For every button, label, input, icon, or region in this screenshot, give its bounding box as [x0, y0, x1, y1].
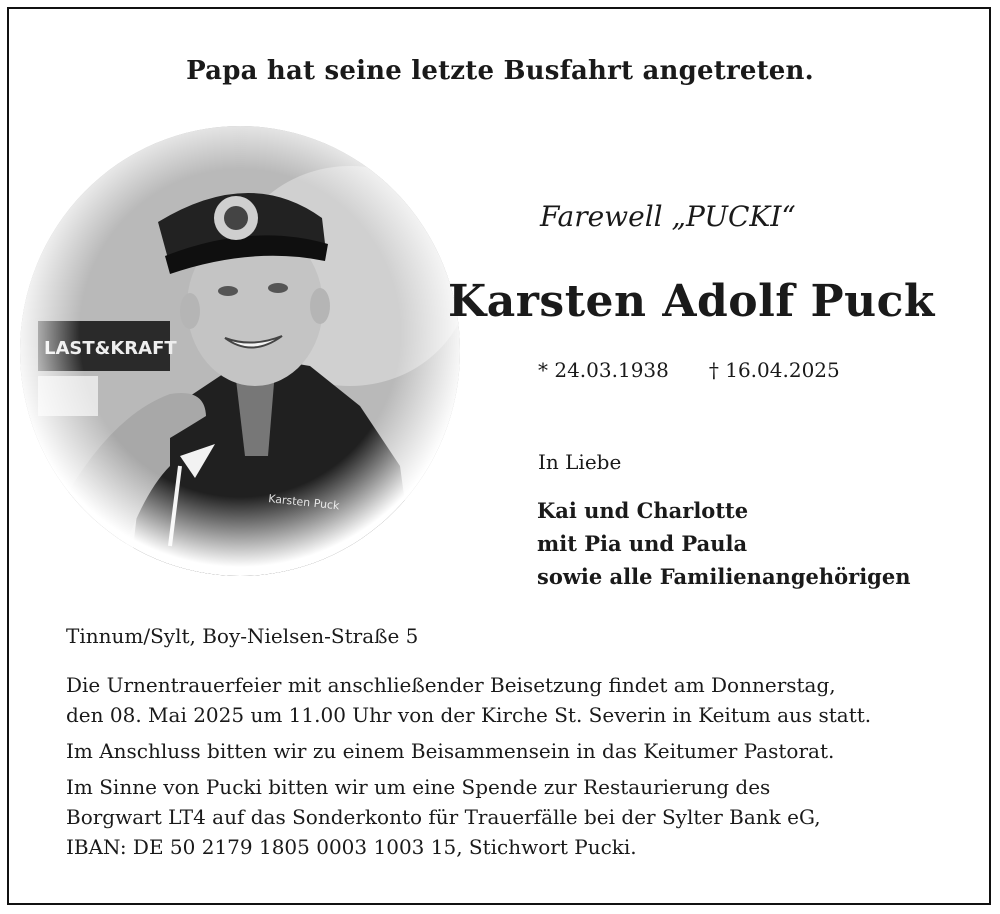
family-line: Kai und Charlotte: [537, 498, 749, 523]
birth-date: * 24.03.1938: [538, 358, 669, 382]
text-line: den 08. Mai 2025 um 11.00 Uhr von der Kirche St. Severin in Keitum aus statt.: [66, 703, 872, 727]
address: Tinnum/Sylt, Boy-Nielsen-Straße 5: [66, 624, 419, 648]
headline: Papa hat seine letzte Busfahrt angetreten.: [186, 56, 814, 86]
paragraph-gathering: [66, 736, 946, 766]
death-date: † 16.04.2025: [708, 358, 840, 382]
text-line: Im Sinne von Pucki bitten wir um eine Spende zur Restaurierung des: [66, 775, 771, 799]
family-line: sowie alle Familienangehörigen: [537, 564, 911, 589]
life-dates: [538, 358, 840, 382]
text-line: Borgwart LT4 auf das Sonderkonto für Trauerfälle bei der Sylter Bank eG,: [66, 805, 821, 829]
text-line: Die Urnentrauerfeier mit anschließender Beisetzung findet am Donnerstag,: [66, 673, 836, 697]
family-list: [537, 494, 911, 593]
deceased-name: Karsten Adolf Puck: [448, 276, 935, 327]
text-line: Im Anschluss bitten wir zu einem Beisammensein in das Keitumer Pastorat.: [66, 739, 835, 763]
funeral-details: [66, 670, 946, 868]
paragraph-ceremony: [66, 670, 946, 730]
paragraph-donation: [66, 772, 946, 862]
in-liebe-text: In Liebe: [538, 450, 622, 474]
family-line: mit Pia und Paula: [537, 531, 748, 556]
farewell-line: Farewell „PUCKI“: [540, 200, 796, 233]
text-line: IBAN: DE 50 2179 1805 0003 1003 15, Stichwort Pucki.: [66, 835, 637, 859]
portrait-photo: [20, 126, 460, 576]
